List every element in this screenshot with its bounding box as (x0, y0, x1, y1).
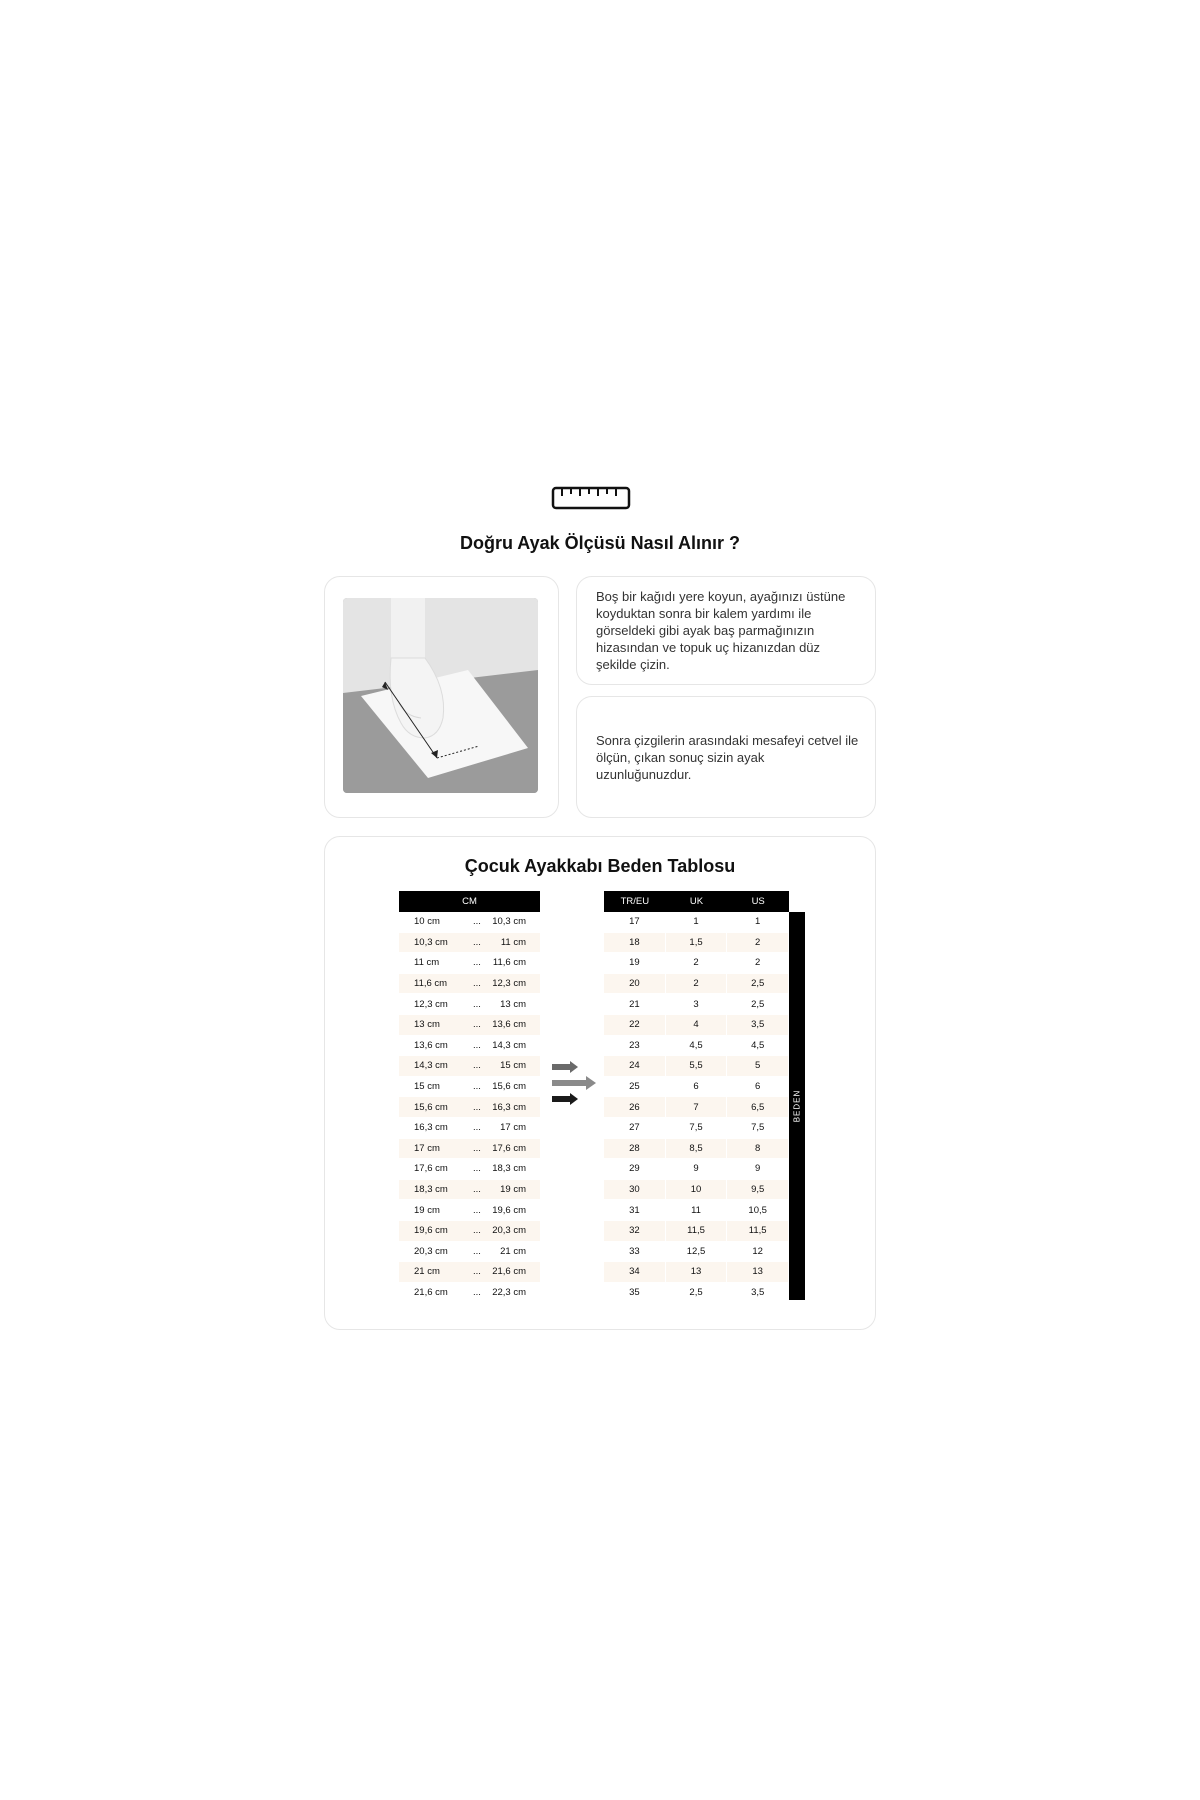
cm-from-cell: 13 cm (399, 1015, 470, 1036)
cm-row (399, 1036, 540, 1057)
cm-from-cell: 11,6 cm (399, 974, 470, 995)
size-table (604, 891, 789, 1303)
cm-to-cell: 16,3 cm (484, 1097, 540, 1118)
cm-to-cell: 10,3 cm (484, 912, 540, 933)
uk-cell: 11 (666, 1200, 728, 1221)
tr-eu-cell: 23 (604, 1036, 666, 1057)
tr-eu-cell: 30 (604, 1180, 666, 1201)
cm-row (399, 1242, 540, 1263)
tr-eu-cell: 33 (604, 1242, 666, 1263)
uk-cell: 8,5 (666, 1139, 728, 1160)
cm-from-cell: 15,6 cm (399, 1097, 470, 1118)
uk-cell: 4 (666, 1015, 728, 1036)
us-cell: 10,5 (727, 1200, 789, 1221)
us-cell: 7,5 (727, 1118, 789, 1139)
uk-cell: 5,5 (666, 1056, 728, 1077)
cm-from-cell: 18,3 cm (399, 1180, 470, 1201)
tr-eu-cell: 32 (604, 1221, 666, 1242)
tr-eu-cell: 26 (604, 1097, 666, 1118)
ruler-icon (551, 484, 631, 512)
tr-eu-cell: 35 (604, 1283, 666, 1304)
size-row (604, 953, 789, 974)
cm-from-cell: 15 cm (399, 1077, 470, 1098)
cm-from-cell: 21 cm (399, 1262, 470, 1283)
uk-cell: 12,5 (666, 1242, 728, 1263)
cm-row (399, 1056, 540, 1077)
arrows-icon (550, 1060, 600, 1108)
us-cell: 13 (727, 1262, 789, 1283)
size-row (604, 974, 789, 995)
cm-separator-cell: ... (470, 1283, 484, 1304)
uk-cell: 2 (666, 974, 728, 995)
cm-row (399, 1077, 540, 1098)
us-cell: 2 (727, 953, 789, 974)
cm-row (399, 1159, 540, 1180)
tr-eu-cell: 17 (604, 912, 666, 933)
step-2-text: Sonra çizgilerin arasındaki mesafeyi cetvel ile ölçün, çıkan sonuç sizin ayak uzunluğunuzdur. (596, 733, 859, 782)
size-row (604, 1200, 789, 1221)
cm-row (399, 974, 540, 995)
cm-to-cell: 15 cm (484, 1056, 540, 1077)
cm-to-cell: 19,6 cm (484, 1200, 540, 1221)
cm-separator-cell: ... (470, 912, 484, 933)
cm-from-cell: 17,6 cm (399, 1159, 470, 1180)
cm-to-cell: 11,6 cm (484, 953, 540, 974)
cm-header: CM (399, 891, 540, 912)
cm-to-cell: 21,6 cm (484, 1262, 540, 1283)
beden-label: BEDEN (792, 1089, 802, 1123)
tr-eu-cell: 21 (604, 994, 666, 1015)
size-row (604, 1159, 789, 1180)
uk-cell: 2 (666, 953, 728, 974)
uk-cell: 6 (666, 1077, 728, 1098)
size-row (604, 1262, 789, 1283)
size-row (604, 1015, 789, 1036)
us-cell: 1 (727, 912, 789, 933)
us-cell: 2,5 (727, 994, 789, 1015)
us-cell: 2,5 (727, 974, 789, 995)
us-cell: 2 (727, 933, 789, 954)
cm-to-cell: 22,3 cm (484, 1283, 540, 1304)
size-row (604, 1283, 789, 1304)
cm-from-cell: 14,3 cm (399, 1056, 470, 1077)
size-row (604, 1118, 789, 1139)
tr-eu-cell: 24 (604, 1056, 666, 1077)
us-cell: 6,5 (727, 1097, 789, 1118)
cm-row (399, 1118, 540, 1139)
cm-from-cell: 20,3 cm (399, 1242, 470, 1263)
uk-cell: 7 (666, 1097, 728, 1118)
uk-cell: 1,5 (666, 933, 728, 954)
cm-table (399, 891, 540, 1303)
cm-from-cell: 21,6 cm (399, 1283, 470, 1304)
cm-from-cell: 19 cm (399, 1200, 470, 1221)
cm-separator-cell: ... (470, 1097, 484, 1118)
cm-separator-cell: ... (470, 1015, 484, 1036)
cm-from-cell: 11 cm (399, 953, 470, 974)
cm-row (399, 1097, 540, 1118)
cm-to-cell: 13,6 cm (484, 1015, 540, 1036)
cm-to-cell: 13 cm (484, 994, 540, 1015)
tr-eu-cell: 22 (604, 1015, 666, 1036)
step-1-text: Boş bir kağıdı yere koyun, ayağınızı üstüne koyduktan sonra bir kalem yardımı ile görseldeki gibi ayak baş parmağınızın hizasından ve topuk uç hizanızdan düz şekilde çizin. (596, 589, 846, 672)
cm-row (399, 1015, 540, 1036)
us-cell: 6 (727, 1077, 789, 1098)
cm-separator-cell: ... (470, 1180, 484, 1201)
cm-to-cell: 18,3 cm (484, 1159, 540, 1180)
tr-eu-cell: 19 (604, 953, 666, 974)
cm-to-cell: 17,6 cm (484, 1139, 540, 1160)
us-cell: 12 (727, 1242, 789, 1263)
us-cell: 3,5 (727, 1283, 789, 1304)
cm-to-cell: 15,6 cm (484, 1077, 540, 1098)
cm-separator-cell: ... (470, 933, 484, 954)
cm-separator-cell: ... (470, 1242, 484, 1263)
cm-separator-cell: ... (470, 994, 484, 1015)
cm-row (399, 912, 540, 933)
uk-cell: 1 (666, 912, 728, 933)
cm-to-cell: 14,3 cm (484, 1036, 540, 1057)
cm-to-cell: 17 cm (484, 1118, 540, 1139)
cm-from-cell: 10 cm (399, 912, 470, 933)
tr-eu-cell: 34 (604, 1262, 666, 1283)
tr-eu-cell: 31 (604, 1200, 666, 1221)
size-row (604, 994, 789, 1015)
size-row (604, 1036, 789, 1057)
cm-to-cell: 19 cm (484, 1180, 540, 1201)
uk-cell: 9 (666, 1159, 728, 1180)
cm-from-cell: 13,6 cm (399, 1036, 470, 1057)
tr-eu-header: TR/EU (604, 891, 666, 912)
cm-row (399, 933, 540, 954)
cm-separator-cell: ... (470, 1200, 484, 1221)
tr-eu-cell: 28 (604, 1139, 666, 1160)
cm-from-cell: 10,3 cm (399, 933, 470, 954)
tr-eu-cell: 20 (604, 974, 666, 995)
cm-row (399, 1262, 540, 1283)
cm-separator-cell: ... (470, 1262, 484, 1283)
cm-row (399, 1139, 540, 1160)
us-cell: 4,5 (727, 1036, 789, 1057)
cm-separator-cell: ... (470, 974, 484, 995)
cm-to-cell: 20,3 cm (484, 1221, 540, 1242)
us-cell: 9,5 (727, 1180, 789, 1201)
size-row (604, 912, 789, 933)
cm-row (399, 1221, 540, 1242)
size-row (604, 1180, 789, 1201)
uk-cell: 10 (666, 1180, 728, 1201)
cm-to-cell: 21 cm (484, 1242, 540, 1263)
cm-separator-cell: ... (470, 1036, 484, 1057)
cm-separator-cell: ... (470, 953, 484, 974)
size-row (604, 1139, 789, 1160)
tr-eu-cell: 18 (604, 933, 666, 954)
cm-separator-cell: ... (470, 1118, 484, 1139)
uk-cell: 11,5 (666, 1221, 728, 1242)
size-row (604, 933, 789, 954)
cm-row (399, 1283, 540, 1304)
cm-row (399, 1180, 540, 1201)
us-cell: 5 (727, 1056, 789, 1077)
cm-separator-cell: ... (470, 1139, 484, 1160)
howto-title: Doğru Ayak Ölçüsü Nasıl Alınır ? (459, 533, 741, 553)
size-row (604, 1056, 789, 1077)
tr-eu-cell: 25 (604, 1077, 666, 1098)
uk-cell: 2,5 (666, 1283, 728, 1304)
cm-separator-cell: ... (470, 1077, 484, 1098)
foot-measure-photo (343, 598, 538, 793)
size-chart-title: Çocuk Ayakkabı Beden Tablosu (464, 856, 736, 876)
us-header: US (727, 891, 789, 912)
cm-separator-cell: ... (470, 1056, 484, 1077)
uk-cell: 3 (666, 994, 728, 1015)
us-cell: 9 (727, 1159, 789, 1180)
cm-to-cell: 11 cm (484, 933, 540, 954)
tr-eu-cell: 29 (604, 1159, 666, 1180)
uk-cell: 4,5 (666, 1036, 728, 1057)
cm-row (399, 1200, 540, 1221)
cm-separator-cell: ... (470, 1221, 484, 1242)
uk-header: UK (666, 891, 728, 912)
cm-from-cell: 17 cm (399, 1139, 470, 1160)
cm-from-cell: 12,3 cm (399, 994, 470, 1015)
cm-to-cell: 12,3 cm (484, 974, 540, 995)
cm-from-cell: 16,3 cm (399, 1118, 470, 1139)
size-row (604, 1097, 789, 1118)
cm-row (399, 994, 540, 1015)
cm-separator-cell: ... (470, 1159, 484, 1180)
us-cell: 11,5 (727, 1221, 789, 1242)
size-row (604, 1077, 789, 1098)
uk-cell: 13 (666, 1262, 728, 1283)
us-cell: 8 (727, 1139, 789, 1160)
tr-eu-cell: 27 (604, 1118, 666, 1139)
cm-from-cell: 19,6 cm (399, 1221, 470, 1242)
size-row (604, 1221, 789, 1242)
cm-row (399, 953, 540, 974)
us-cell: 3,5 (727, 1015, 789, 1036)
size-row (604, 1242, 789, 1263)
uk-cell: 7,5 (666, 1118, 728, 1139)
